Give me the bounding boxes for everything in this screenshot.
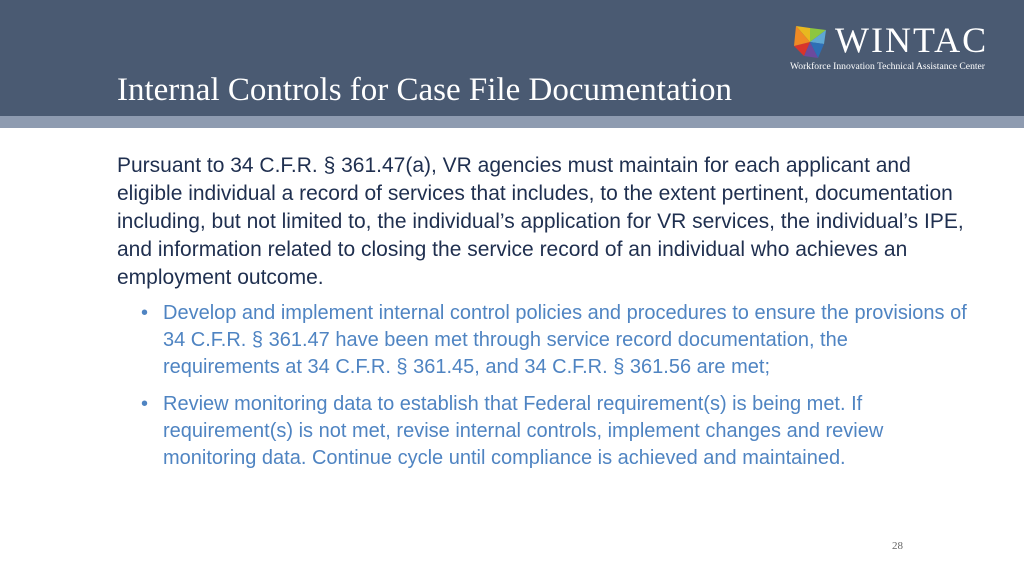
page-number: 28 (892, 540, 903, 552)
intro-paragraph: Pursuant to 34 C.F.R. § 361.47(a), VR agencies must maintain for each applicant and eligible individual a record of services that includes, to the extent pertinent, documentation including, but not limited to, the individual’s application for VR services, the individual’s IPE, and information related to closing the service record of an individual who achieves an employment outcome. (117, 154, 964, 289)
bullet-item (141, 391, 967, 472)
bullet-dot-icon: • (141, 302, 149, 324)
slide-title: Internal Controls for Case File Documentation (117, 72, 732, 108)
logo-wordmark: WINTAC (835, 20, 989, 60)
pinwheel-logo-icon (790, 22, 830, 62)
bullet-item (141, 300, 967, 381)
slide-content (117, 152, 967, 482)
wintac-logo (790, 20, 1014, 76)
header-band (0, 0, 1024, 116)
bullet-text: Develop and implement internal control policies and procedures to ensure the provisions of 34 C.F.R. § 361.47 have been met through service record documentation, the requirements at 34 C.F.R. § 361.45, and 34 C.F.R. § 361.56 are met; (163, 302, 967, 378)
bullet-text: Review monitoring data to establish that Federal requirement(s) is being met. If requirement(s) is not met, revise internal controls, implement changes and review monitoring data. Continue cycle until compliance is achieved and maintained. (163, 393, 884, 469)
logo-subtitle: Workforce Innovation Technical Assistance Center (790, 61, 985, 72)
header-divider (0, 116, 1024, 128)
bullet-list (117, 300, 967, 472)
bullet-dot-icon: • (141, 393, 149, 415)
